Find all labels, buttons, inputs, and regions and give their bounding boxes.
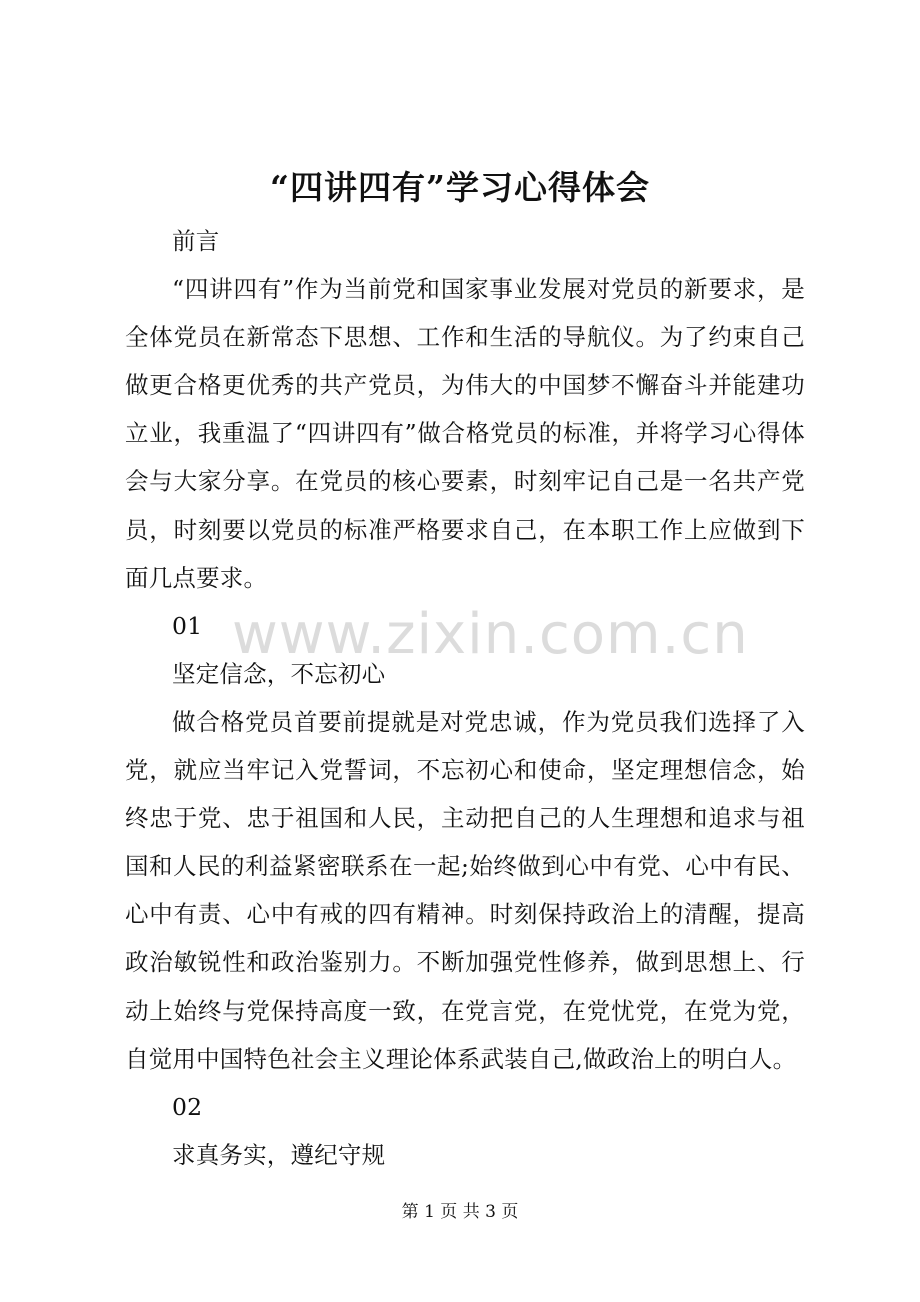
document-title: “四讲四有”学习心得体会 xyxy=(270,168,650,207)
section-heading: 坚定信念，不忘初心 xyxy=(172,659,386,688)
section-number: 01 xyxy=(172,611,203,640)
section-heading-preface: 前言 xyxy=(172,227,220,255)
paragraph-intro: “四讲四有”作为当前党和国家事业发展对党员的新要求，是全体党员在新常态下思想、工作和生活的导航仪。为了约束自己做更合格更优秀的共产党员，为伟大的中国梦不懈奋斗并能建功立业，我重温了“四讲四有”做合格党员的标准，并将学习心得体会与大家分享。在党员的核心要素，时刻牢记自己是一名共产党员，时刻要以党员的标准严格要求自己，在本职工作上应做到下面几点要求。 xyxy=(125,275,805,592)
section-number: 02 xyxy=(172,1092,203,1121)
watermark: www.zixin.com.cn xyxy=(232,602,749,667)
section-heading: 求真务实，遵纪守规 xyxy=(172,1140,386,1169)
paragraph-body: 做合格党员首要前提就是对党忠诚，作为党员我们选择了入党，就应当牢记入党誓词，不忘初心和使命，坚定理想信念，始终忠于党、忠于祖国和人民，主动把自己的人生理想和追求与祖国和人民的利益紧密联系在一起;始终做到心中有党、心中有民、心中有责、心中有戒的四有精神。时刻保持政治上的清醒，提高政治敏锐性和政治鉴别力。不断加强党性修养，做到思想上、行动上始终与党保持高度一致，在党言党，在党忧党，在党为党，自觉用中国特色社会主义理论体系武装自己,做政治上的明白人。 xyxy=(125,707,805,1073)
document-body xyxy=(125,217,805,1179)
page-footer: 第 1 页 共 3 页 xyxy=(401,1202,519,1222)
